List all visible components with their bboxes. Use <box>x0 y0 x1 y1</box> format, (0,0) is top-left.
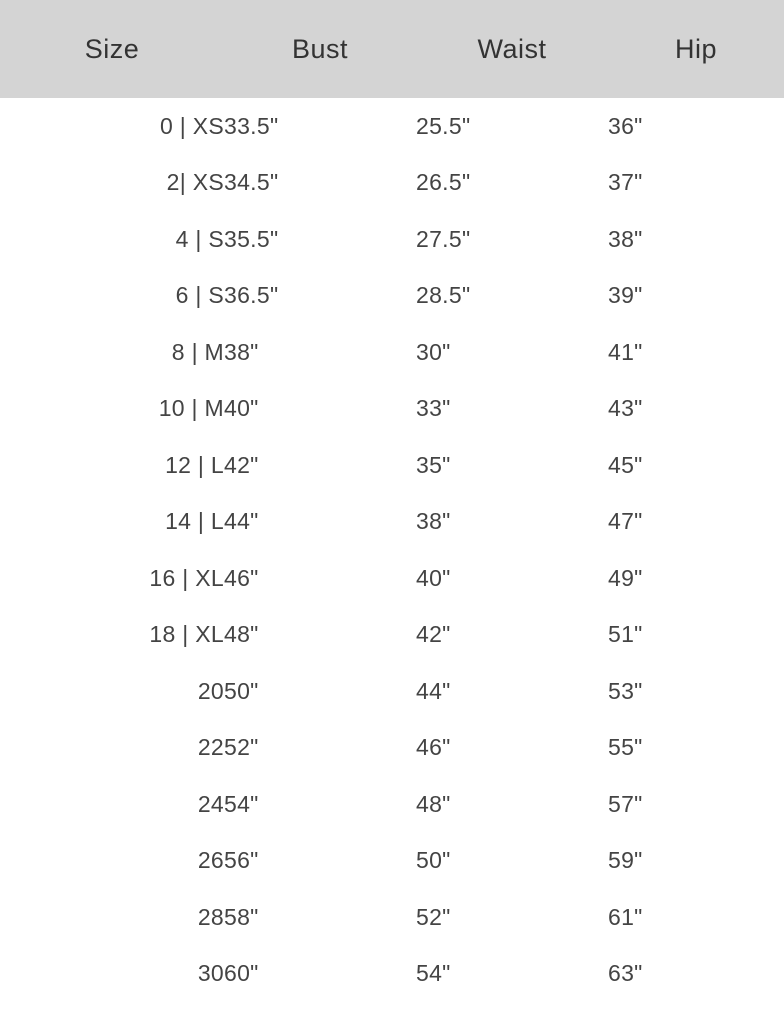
cell-bust: 35.5" <box>224 225 279 252</box>
cell-bust: 34.5" <box>224 169 279 196</box>
cell-size: 24 <box>197 790 224 817</box>
cell-waist: 27.5" <box>416 225 471 252</box>
cell-size: 10 | M <box>158 395 224 422</box>
cell-size: 16 | XL <box>149 564 224 591</box>
cell-waist: 40" <box>416 564 451 591</box>
cell-hip: 63" <box>608 960 643 987</box>
cell-waist: 42" <box>416 621 451 648</box>
cell-bust: 54" <box>224 790 259 817</box>
table-row <box>0 663 784 720</box>
table-row <box>0 268 784 325</box>
cell-waist: 25.5" <box>416 112 471 139</box>
cell-size: 30 <box>197 960 224 987</box>
table-row <box>0 437 784 494</box>
cell-waist: 26.5" <box>416 169 471 196</box>
cell-hip: 45" <box>608 451 643 478</box>
cell-waist: 38" <box>416 508 451 535</box>
cell-size: 2| XS <box>166 169 224 196</box>
table-row <box>0 889 784 946</box>
cell-size: 12 | L <box>165 451 224 478</box>
cell-size: 14 | L <box>165 508 224 535</box>
table-row <box>0 550 784 607</box>
cell-waist: 50" <box>416 847 451 874</box>
table-row <box>0 494 784 551</box>
cell-bust: 40" <box>224 395 259 422</box>
cell-hip: 38" <box>608 225 643 252</box>
cell-hip: 49" <box>608 564 643 591</box>
cell-hip: 39" <box>608 282 643 309</box>
table-row <box>0 381 784 438</box>
cell-waist: 48" <box>416 790 451 817</box>
cell-waist: 52" <box>416 903 451 930</box>
cell-bust: 42" <box>224 451 259 478</box>
cell-bust: 58" <box>224 903 259 930</box>
cell-size: 6 | S <box>175 282 224 309</box>
table-row <box>0 324 784 381</box>
cell-waist: 44" <box>416 677 451 704</box>
table-row <box>0 776 784 833</box>
column-header-bust: Bust <box>224 0 416 98</box>
cell-bust: 50" <box>224 677 259 704</box>
table-body <box>0 98 784 1002</box>
cell-hip: 36" <box>608 112 643 139</box>
cell-size: 20 <box>197 677 224 704</box>
cell-bust: 52" <box>224 734 259 761</box>
cell-bust: 46" <box>224 564 259 591</box>
table-row <box>0 720 784 777</box>
cell-waist: 35" <box>416 451 451 478</box>
cell-size: 0 | XS <box>159 112 224 139</box>
cell-hip: 57" <box>608 790 643 817</box>
header-row <box>0 0 784 98</box>
table-row <box>0 211 784 268</box>
table-header <box>0 0 784 98</box>
cell-hip: 43" <box>608 395 643 422</box>
cell-size: 18 | XL <box>149 621 224 648</box>
cell-waist: 33" <box>416 395 451 422</box>
cell-bust: 60" <box>224 960 259 987</box>
cell-waist: 54" <box>416 960 451 987</box>
cell-bust: 56" <box>224 847 259 874</box>
cell-hip: 51" <box>608 621 643 648</box>
cell-size: 22 <box>197 734 224 761</box>
cell-bust: 36.5" <box>224 282 279 309</box>
column-header-hip: Hip <box>608 0 784 98</box>
cell-bust: 48" <box>224 621 259 648</box>
cell-waist: 30" <box>416 338 451 365</box>
cell-waist: 28.5" <box>416 282 471 309</box>
cell-hip: 47" <box>608 508 643 535</box>
column-header-waist: Waist <box>416 0 608 98</box>
cell-hip: 59" <box>608 847 643 874</box>
cell-hip: 37" <box>608 169 643 196</box>
cell-size: 28 <box>197 903 224 930</box>
cell-size: 4 | S <box>175 225 224 252</box>
column-header-size: Size <box>0 0 224 98</box>
table-row <box>0 98 784 155</box>
cell-hip: 41" <box>608 338 643 365</box>
table-row <box>0 833 784 890</box>
cell-hip: 53" <box>608 677 643 704</box>
cell-size: 8 | M <box>171 338 224 365</box>
cell-bust: 38" <box>224 338 259 365</box>
cell-hip: 55" <box>608 734 643 761</box>
cell-bust: 33.5" <box>224 112 279 139</box>
table-row <box>0 607 784 664</box>
table-row <box>0 946 784 1003</box>
cell-bust: 44" <box>224 508 259 535</box>
table-row <box>0 155 784 212</box>
cell-size: 26 <box>197 847 224 874</box>
cell-waist: 46" <box>416 734 451 761</box>
cell-hip: 61" <box>608 903 643 930</box>
